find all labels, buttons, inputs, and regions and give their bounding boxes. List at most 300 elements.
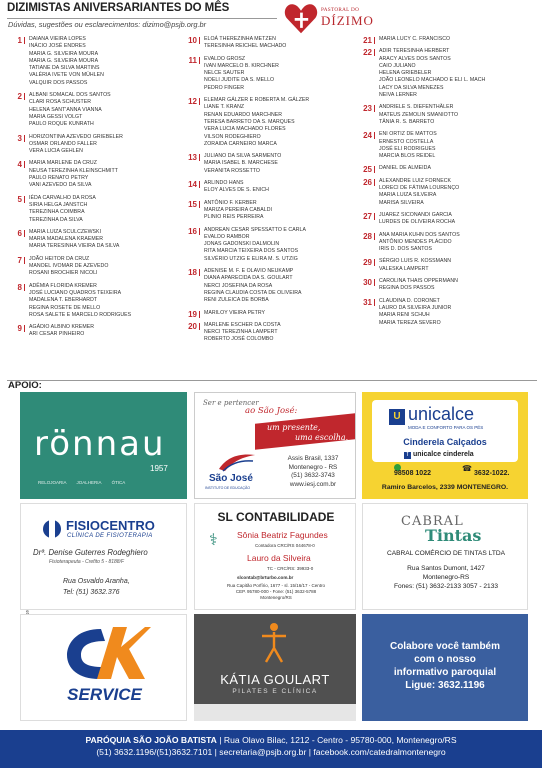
day-number: 26 (363, 177, 372, 187)
list-item: ANTÔNIO MENDES PLÁCIDO (379, 238, 452, 245)
birthday-group (183, 36, 343, 51)
sl-p1-role: Contadora CRC/RS 044678-0 (255, 543, 315, 548)
name-list (204, 268, 343, 304)
list-item: HORIZONTINA AZEVEDO GRIEBELER (29, 133, 123, 140)
name-list (379, 258, 518, 273)
day-separator (24, 284, 25, 291)
ad-fisiocentro[interactable] (20, 503, 187, 610)
cabral-tel: Fones: (51) 3632-2133 3057 - 2133 (393, 583, 499, 590)
list-item: MATEUS ZEMOLIN SMANIOTTO (379, 111, 459, 118)
day-number: 28 (363, 231, 372, 241)
day-number: 8 (17, 282, 22, 292)
column-3 (358, 36, 518, 332)
list-item: CLAUDINA D. CORONET (379, 297, 440, 304)
iesj-web: www.iesj.com.br (289, 480, 337, 488)
day-separator (199, 228, 200, 235)
list-item: IÉDA CARVALHO DA ROSA (29, 194, 96, 201)
birthday-group (183, 153, 343, 175)
day-separator (374, 179, 375, 186)
day-number: 25 (363, 165, 372, 175)
ck-logo-icon (61, 623, 151, 685)
page-subtitle: Dúvidas, sugestões ou esclarecimentos: dizimo@psjb.org.br (8, 20, 207, 29)
unicalce-wa: 98508 1022 (394, 470, 431, 477)
ronnau-tag: JOALHERIA (76, 480, 102, 485)
unicalce-logo-icon: U (389, 409, 405, 425)
birthday-group (358, 212, 518, 227)
list-item: JOSÉ ELI RODRIGUES (379, 145, 436, 152)
list-item: ANTÔNIO F. KERBER (204, 199, 257, 206)
cabral-brand1: CABRAL (401, 514, 464, 529)
iesj-brand: São José (209, 473, 253, 484)
list-item: ELOY ALVES DE S. ENICH (204, 187, 269, 194)
list-item: MARIA G. SILVEIRA MOURA (29, 50, 99, 57)
phone-icon: ☎ (462, 464, 472, 473)
column-1 (8, 36, 168, 344)
fisio-crefito: Fisioterapeuta - Crefito 5 - 8188/F (49, 559, 125, 565)
birthday-group (358, 131, 518, 160)
sl-p2: Lauro da Silveira (247, 553, 311, 563)
name-list (379, 232, 518, 254)
list-item: DANIEL DE ALMEIDA (379, 165, 431, 172)
list-item: MADALENA T. EBERHARDT (29, 297, 98, 304)
ck-sub: SERVICE (67, 685, 142, 704)
list-item: VERANITA ROSSETTO (204, 167, 261, 174)
list-item: HELENA SANT'ANNA VIANNA (29, 106, 102, 113)
list-item: SIRIA HELGA JANSTCH (29, 201, 88, 208)
list-item: MARIA LUIZA SILVEIRA (379, 192, 437, 199)
fisio-brand: FISIOCENTRO (66, 518, 155, 533)
logo-big-text: DÍZIMO (321, 13, 374, 28)
birthday-group (8, 229, 168, 251)
list-item: IVAN MARCELO B. KIRCHNER (204, 62, 279, 69)
iesj-brand-sub: INSTITUTO DE EDUCAÇÃO (205, 486, 251, 490)
list-item: LAURO DA SILVEIRA JUNIOR (379, 304, 452, 311)
ad-promo[interactable] (362, 614, 528, 721)
day-separator (199, 311, 200, 318)
sl-p1: Sônia Beatriz Fagundes (237, 530, 328, 540)
list-item: AGÁDIO ALBINO KREMER (29, 324, 94, 331)
name-list (204, 310, 343, 317)
list-item: ALBANI SOMACAL DOS SANTOS (29, 92, 111, 99)
day-number: 31 (363, 297, 372, 307)
ronnau-tag: ÓTICA (111, 480, 126, 485)
day-separator (374, 233, 375, 240)
list-item: LORECI DE FÁTIMA LOURENÇO (379, 185, 460, 192)
birthday-group (358, 298, 518, 327)
birthday-group (8, 256, 168, 278)
name-list (204, 200, 343, 222)
list-item: VALESKA LAMPERT (379, 265, 429, 272)
iesj-emblem-icon (217, 451, 257, 473)
day-separator (24, 135, 25, 142)
unicalce-addr: Ramiro Barcelos, 2339 MONTENEGRO. (381, 484, 509, 491)
birthday-group (358, 232, 518, 254)
fisio-addr: Rua Osvaldo Aranha, (63, 578, 130, 585)
day-separator (374, 259, 375, 266)
day-number: 13 (188, 153, 197, 163)
list-item: VALÉRIA IVETE VON MÜHLEN (29, 72, 104, 79)
name-list (379, 36, 518, 43)
day-separator (199, 181, 200, 188)
logo-small-text: PASTORAL DO (321, 7, 360, 13)
list-item: ADÊMIA FLORIDA KREMER (29, 282, 97, 289)
list-item: ELEMAR GÁLZER E ROBERTA M. GÁLZER (204, 97, 310, 104)
list-item: ARLINDO HANS (204, 180, 244, 187)
sl-brand: SL CONTABILIDADE (217, 510, 335, 524)
day-number: 7 (17, 255, 22, 265)
list-item: ROSA SALETE E MARCELO RODRIGUES (29, 311, 132, 318)
day-separator (374, 299, 375, 306)
list-item: TERESA BARRETO DA S. MARQUES (204, 118, 295, 125)
list-item: LURDES DE OLIVEIRA ROCHA (379, 219, 456, 226)
ad-unicalce[interactable] (362, 392, 528, 499)
day-separator (24, 93, 25, 100)
list-item: REGINA CLAUDIA COSTA DE OLIVEIRA (204, 289, 302, 296)
day-number: 9 (17, 324, 22, 334)
list-item: MARIA ISABEL B. MARCHESE (204, 160, 278, 167)
name-list (29, 256, 168, 278)
day-number: 23 (363, 104, 372, 114)
name-list (379, 178, 518, 207)
list-item: VERA LUCIA MACHADO FLORES (204, 126, 286, 133)
day-number: 18 (188, 268, 197, 278)
day-separator (24, 161, 25, 168)
sl-city: Montenegro/RS (260, 595, 292, 600)
name-list (204, 153, 343, 175)
birthday-group (358, 48, 518, 99)
ad-cabral-tintas[interactable] (362, 503, 528, 610)
list-item: RITA MARCIA TEIXEIRA DOS SANTOS (204, 248, 299, 255)
list-item: CAIO JULIANO (379, 62, 416, 69)
list-item: JONAS GADONSKI DALMOLIN (204, 241, 280, 248)
day-separator (374, 279, 375, 286)
list-item: ALEXANDRE LUIZ FORNECK (379, 177, 452, 184)
apoio-heading: APOIO: (8, 380, 42, 391)
day-separator (374, 105, 375, 112)
name-list (379, 298, 518, 327)
day-number: 15 (188, 199, 197, 209)
name-list (29, 134, 168, 156)
name-list (204, 97, 343, 148)
dancer-icon (260, 622, 288, 664)
day-separator (24, 37, 25, 44)
day-number: 3 (17, 133, 22, 143)
list-item: INÁCIO JOSÉ ENDRES (29, 43, 86, 50)
list-item: DIANA APARECIDA DA S. GOULART (204, 275, 293, 282)
list-item: ADENISE M. F. E OLAVIO NEUKAMP (204, 268, 294, 275)
list-item: MARIA MARLENE DA CRUZ (29, 160, 97, 167)
list-item: PAULO RENATO PETRY (29, 175, 89, 182)
list-item: ELOÁ THEREZINHA METZEN (204, 36, 276, 42)
name-list (379, 48, 518, 99)
unicalce-tagline: MODA E CONFORTO PARA OS PÉS (408, 425, 484, 430)
day-number: 16 (188, 226, 197, 236)
day-number: 24 (363, 131, 372, 141)
name-list (29, 160, 168, 189)
birthday-group (183, 97, 343, 148)
list-item: MARIA TEREZA SEVERO (379, 319, 441, 326)
list-item: PEDRO FINGER (204, 84, 245, 91)
iesj-tag2: ao São José: (245, 406, 298, 416)
birthday-group (183, 322, 343, 344)
list-item: MARIA MADALENA KRAEMER (29, 236, 104, 243)
list-item: JOSÉ LUCIANO QUADROS TEIXEIRA (29, 289, 122, 296)
name-list (379, 165, 518, 172)
birthday-group (358, 258, 518, 273)
list-item: PAULO ROQUE KUNRATH (29, 121, 94, 128)
birthday-group (8, 160, 168, 189)
birthday-group (358, 104, 518, 126)
birthday-group (183, 227, 343, 263)
list-item: TEREZINHA DA SILVA (29, 216, 83, 223)
sl-cep: CEP. 95780-000 - Fone: (51) 3632-5788 (235, 589, 317, 594)
list-item: MARIA G. SILVEIRA MOURA (29, 57, 99, 64)
list-item: ENI ORTIZ DE MATTOS (379, 131, 437, 138)
list-item: MARIA RENI SCHUH (379, 312, 430, 319)
day-separator (199, 201, 200, 208)
footer-address: | Rua Olavo Bilac, 1212 - Centro - 95780-000, Montenegro/RS (219, 735, 457, 745)
day-number: 22 (363, 48, 372, 58)
list-item: TATIANE DA SILVA MARTINS (29, 65, 100, 72)
list-item: MARIA LUCY C. FRANCISCO (379, 36, 451, 42)
list-item: ERNESTO COSTELLA (379, 138, 434, 145)
day-separator (24, 196, 25, 203)
name-list (379, 212, 518, 227)
list-item: PLINIO REIS PERREIRA (204, 214, 264, 221)
day-separator (24, 257, 25, 264)
list-item: TERESINHA REICHEL MACHADO (204, 43, 287, 50)
birthday-group (183, 310, 343, 317)
name-list (29, 195, 168, 224)
unicalce-tel: 3632-1022. (474, 470, 510, 477)
day-number: 12 (188, 97, 197, 107)
birthday-group (8, 92, 168, 128)
list-item: JUAREZ SICONANDI GARCIA (379, 211, 452, 218)
day-number: 30 (363, 278, 372, 288)
iesj-addr: Assis Brasil, 1337 (287, 455, 339, 462)
day-number: 29 (363, 258, 372, 268)
unicalce-fb: unicalce cinderela (413, 451, 474, 458)
name-list (29, 324, 168, 339)
list-item: MARIA TERESINHA VIEIRA DA SILVA (29, 243, 120, 250)
list-item: MARIA GESSI VOLGT (29, 113, 83, 120)
list-item: LACY DA SILVA MENEZES (379, 84, 444, 91)
list-item: JOÃO HEITOR DA CRUZ (29, 255, 90, 262)
birthday-group (183, 180, 343, 195)
list-item: NOELI JUDITE DA S. MELLO (204, 77, 275, 84)
iesj-phone: (51) 3632-3743 (291, 472, 335, 480)
list-item: ROBERTO JOSÉ COLOMBO (204, 336, 274, 343)
list-item: NEIVA LERNER (379, 92, 417, 99)
day-number: 14 (188, 180, 197, 190)
list-item: DAIANA VIEIRA LOPES (29, 36, 86, 42)
day-number: 19 (188, 309, 197, 319)
list-item: NERCI JOSEFINA DA ROSA (204, 282, 273, 289)
day-separator (374, 132, 375, 139)
birthday-group (183, 56, 343, 92)
birthday-group (183, 268, 343, 304)
list-item: REGINA ROSETE DE MELLO (29, 304, 101, 311)
iesj-tag1: Ser e pertencer (203, 399, 259, 407)
list-item: MARISA SILVEIRA (379, 199, 424, 206)
day-number: 11 (188, 55, 197, 65)
day-separator (374, 166, 375, 173)
sl-addr: Rua Capitão Porfírio, 1677 - sl. 15/16/17 - Centro (226, 583, 326, 588)
list-item: JOÃO LEONELO MACHADO E ELI L. MACH (379, 77, 486, 84)
list-item: ANA MARIA KUHN DOS SANTOS (379, 231, 460, 238)
footer-parish: PARÓQUIA SÃO JOÃO BATISTA (85, 735, 217, 745)
birthday-group (8, 134, 168, 156)
list-item: ARI CESAR PINHEIRO (29, 331, 85, 338)
list-item: ANDREAN CESAR SPESSATTO E CARLA (204, 226, 306, 233)
list-item: CAROLINA THAIS OPPERMANN (379, 278, 458, 285)
day-separator (199, 57, 200, 64)
ad-iesj[interactable] (194, 392, 356, 499)
cabral-name: CABRAL COMÉRCIO DE TINTAS LTDA (386, 550, 506, 557)
list-item: ARACY ALVES DOS SANTOS (379, 55, 451, 62)
list-item: HELENA GRIEBELER (379, 70, 432, 77)
name-list (29, 229, 168, 251)
list-item: MARLENE ESCHER DA COSTA (204, 321, 281, 328)
apoio-divider (7, 380, 537, 381)
birthday-group (8, 324, 168, 339)
dizimo-logo (281, 0, 391, 38)
list-item: ZORAIDA CARNEIRO MARCA (204, 140, 277, 147)
ronnau-brand: rönnau (34, 424, 166, 464)
list-item: MARIA LUIZA SCULCZEWSKI (29, 228, 102, 235)
ronnau-year: 1957 (150, 464, 168, 473)
fisio-tel: Tel: (51) 3632.376 (63, 589, 120, 596)
iesj-city: Montenegro - RS (288, 463, 338, 471)
list-item: NERCI TEREZINHA LAMPERT (204, 329, 278, 336)
name-list (29, 283, 168, 319)
iesj-tag4: uma escolha. (295, 433, 349, 442)
birthday-group (183, 200, 343, 222)
list-item: ADIR TERESINHA HERBERT (379, 48, 450, 55)
name-list (204, 227, 343, 263)
list-item: TÂNIA R. S. BARRETO (379, 118, 435, 125)
promo-l3: informativo paroquial (393, 667, 497, 678)
day-separator (199, 37, 200, 44)
name-list (379, 278, 518, 293)
footer (0, 730, 542, 768)
name-list (379, 131, 518, 160)
column-2 (183, 36, 343, 349)
list-item: CLARI ROSA SCHUSTER (29, 99, 92, 106)
cabral-city: Montenegro-RS (422, 574, 470, 581)
day-number: 4 (17, 160, 22, 170)
day-number: 6 (17, 228, 22, 238)
list-item: MANOEL IVOMAR DE AZEVEDO (29, 263, 109, 270)
iesj-tag3: um presente, (267, 423, 321, 432)
day-number: 2 (17, 92, 22, 102)
list-item: RENAN EDUARDO MARCHNER (204, 111, 283, 118)
sl-email: slcontab@brturbo.com.br (237, 575, 294, 580)
unicalce-brand: unicalce (408, 404, 475, 424)
list-item: MARCIA BLOS REIDEL (379, 153, 436, 160)
day-number: 20 (188, 321, 197, 331)
katia-sub: PILATES E CLÍNICA (232, 688, 318, 695)
name-list (379, 104, 518, 126)
list-item: OSMAR ORLANDO FALLER (29, 140, 97, 147)
name-list (29, 36, 168, 87)
caduceus-icon: ⚕ (209, 532, 218, 549)
list-item: VANI AZEVEDO DA SILVA (29, 182, 92, 189)
day-separator (199, 323, 200, 330)
list-item: VALQUIR DOS PASSOS (29, 79, 88, 86)
name-list (204, 180, 343, 195)
promo-l4: Ligue: 3632.1196 (405, 680, 485, 691)
name-list (204, 56, 343, 92)
promo-l2: com o nosso (414, 654, 476, 665)
day-number: 21 (363, 36, 372, 45)
sl-p2-role: TC - CRC/RS: 39933-0 (267, 566, 314, 571)
fisio-doc: Drª. Denise Guterres Rodeghiero (33, 548, 148, 557)
day-number: 10 (188, 36, 197, 45)
ad-katia-goulart[interactable] (194, 614, 356, 721)
ad-sl-contabilidade[interactable] (194, 503, 356, 610)
title-divider (7, 18, 277, 19)
day-separator (374, 37, 375, 44)
day-separator (199, 98, 200, 105)
birthday-group (8, 283, 168, 319)
day-separator (374, 49, 375, 56)
unicalce-store: Cinderela Calçados (403, 437, 487, 447)
list-item: VILSON RODEGHIERO (204, 133, 261, 140)
heart-icon (283, 0, 319, 36)
list-item: MARIZA PEREIRA CABALDI (204, 206, 272, 213)
list-item: MARILOY VIEIRA PETRY (204, 309, 266, 316)
birthday-group (8, 36, 168, 87)
birthday-group (8, 195, 168, 224)
footer-contacts[interactable]: (51) 3632.1196/(51)3632.7101 | secretaria@psjb.org.br | facebook.com/catedralmontenegro (96, 747, 446, 757)
list-item: NEUSA TEREZINHA KLEINSCHMITT (29, 167, 118, 174)
list-item: IRIS D. DOS SANTOS (379, 246, 432, 253)
list-item: TEREZINHA COIMBRA (29, 209, 85, 216)
list-item: SÉRGIO LUIS R. KOSSMANN (379, 258, 452, 265)
katia-brand: KÁTIA GOULART (220, 672, 330, 687)
list-item: ANDRIELE S. DIEFENTHÄLER (379, 104, 454, 111)
day-separator (374, 213, 375, 220)
ad-ronnau[interactable] (20, 392, 187, 499)
name-list (204, 322, 343, 344)
day-number: 27 (363, 211, 372, 221)
day-separator (24, 325, 25, 332)
list-item: JULIANO DA SILVA SARMENTO (204, 153, 282, 160)
day-number: 5 (17, 194, 22, 204)
day-separator (199, 154, 200, 161)
name-list (29, 92, 168, 128)
list-item: VERA LUCIA GEHLEN (29, 148, 83, 155)
day-number: 1 (17, 36, 22, 45)
day-separator (199, 269, 200, 276)
cabral-brand2: Tintas (425, 526, 482, 545)
fisio-sub: CLÍNICA DE FISIOTERAPIA (67, 533, 153, 539)
list-item: REGINA DOS PASSOS (379, 285, 435, 292)
cabral-addr: Rua Santos Dumont, 1427 (407, 565, 485, 572)
list-item: SILVÉRIO UTZIG E ELIRA M. S. UTZIG (204, 255, 298, 262)
facebook-icon: f (404, 452, 411, 459)
list-item: NELCE SAUTER (204, 70, 245, 77)
list-item: EVALDO RAMBOR (204, 233, 250, 240)
list-item: EVALDO GROSZ (204, 55, 246, 62)
ronnau-tag: RELOJOARIA (38, 480, 67, 485)
name-list (204, 36, 343, 51)
birthday-group (358, 278, 518, 293)
list-item: RENI ZULEICA DE BORBA (204, 297, 269, 304)
ad-ck-service[interactable] (20, 614, 187, 721)
list-item: LIANE T. KRANZ (204, 104, 245, 111)
